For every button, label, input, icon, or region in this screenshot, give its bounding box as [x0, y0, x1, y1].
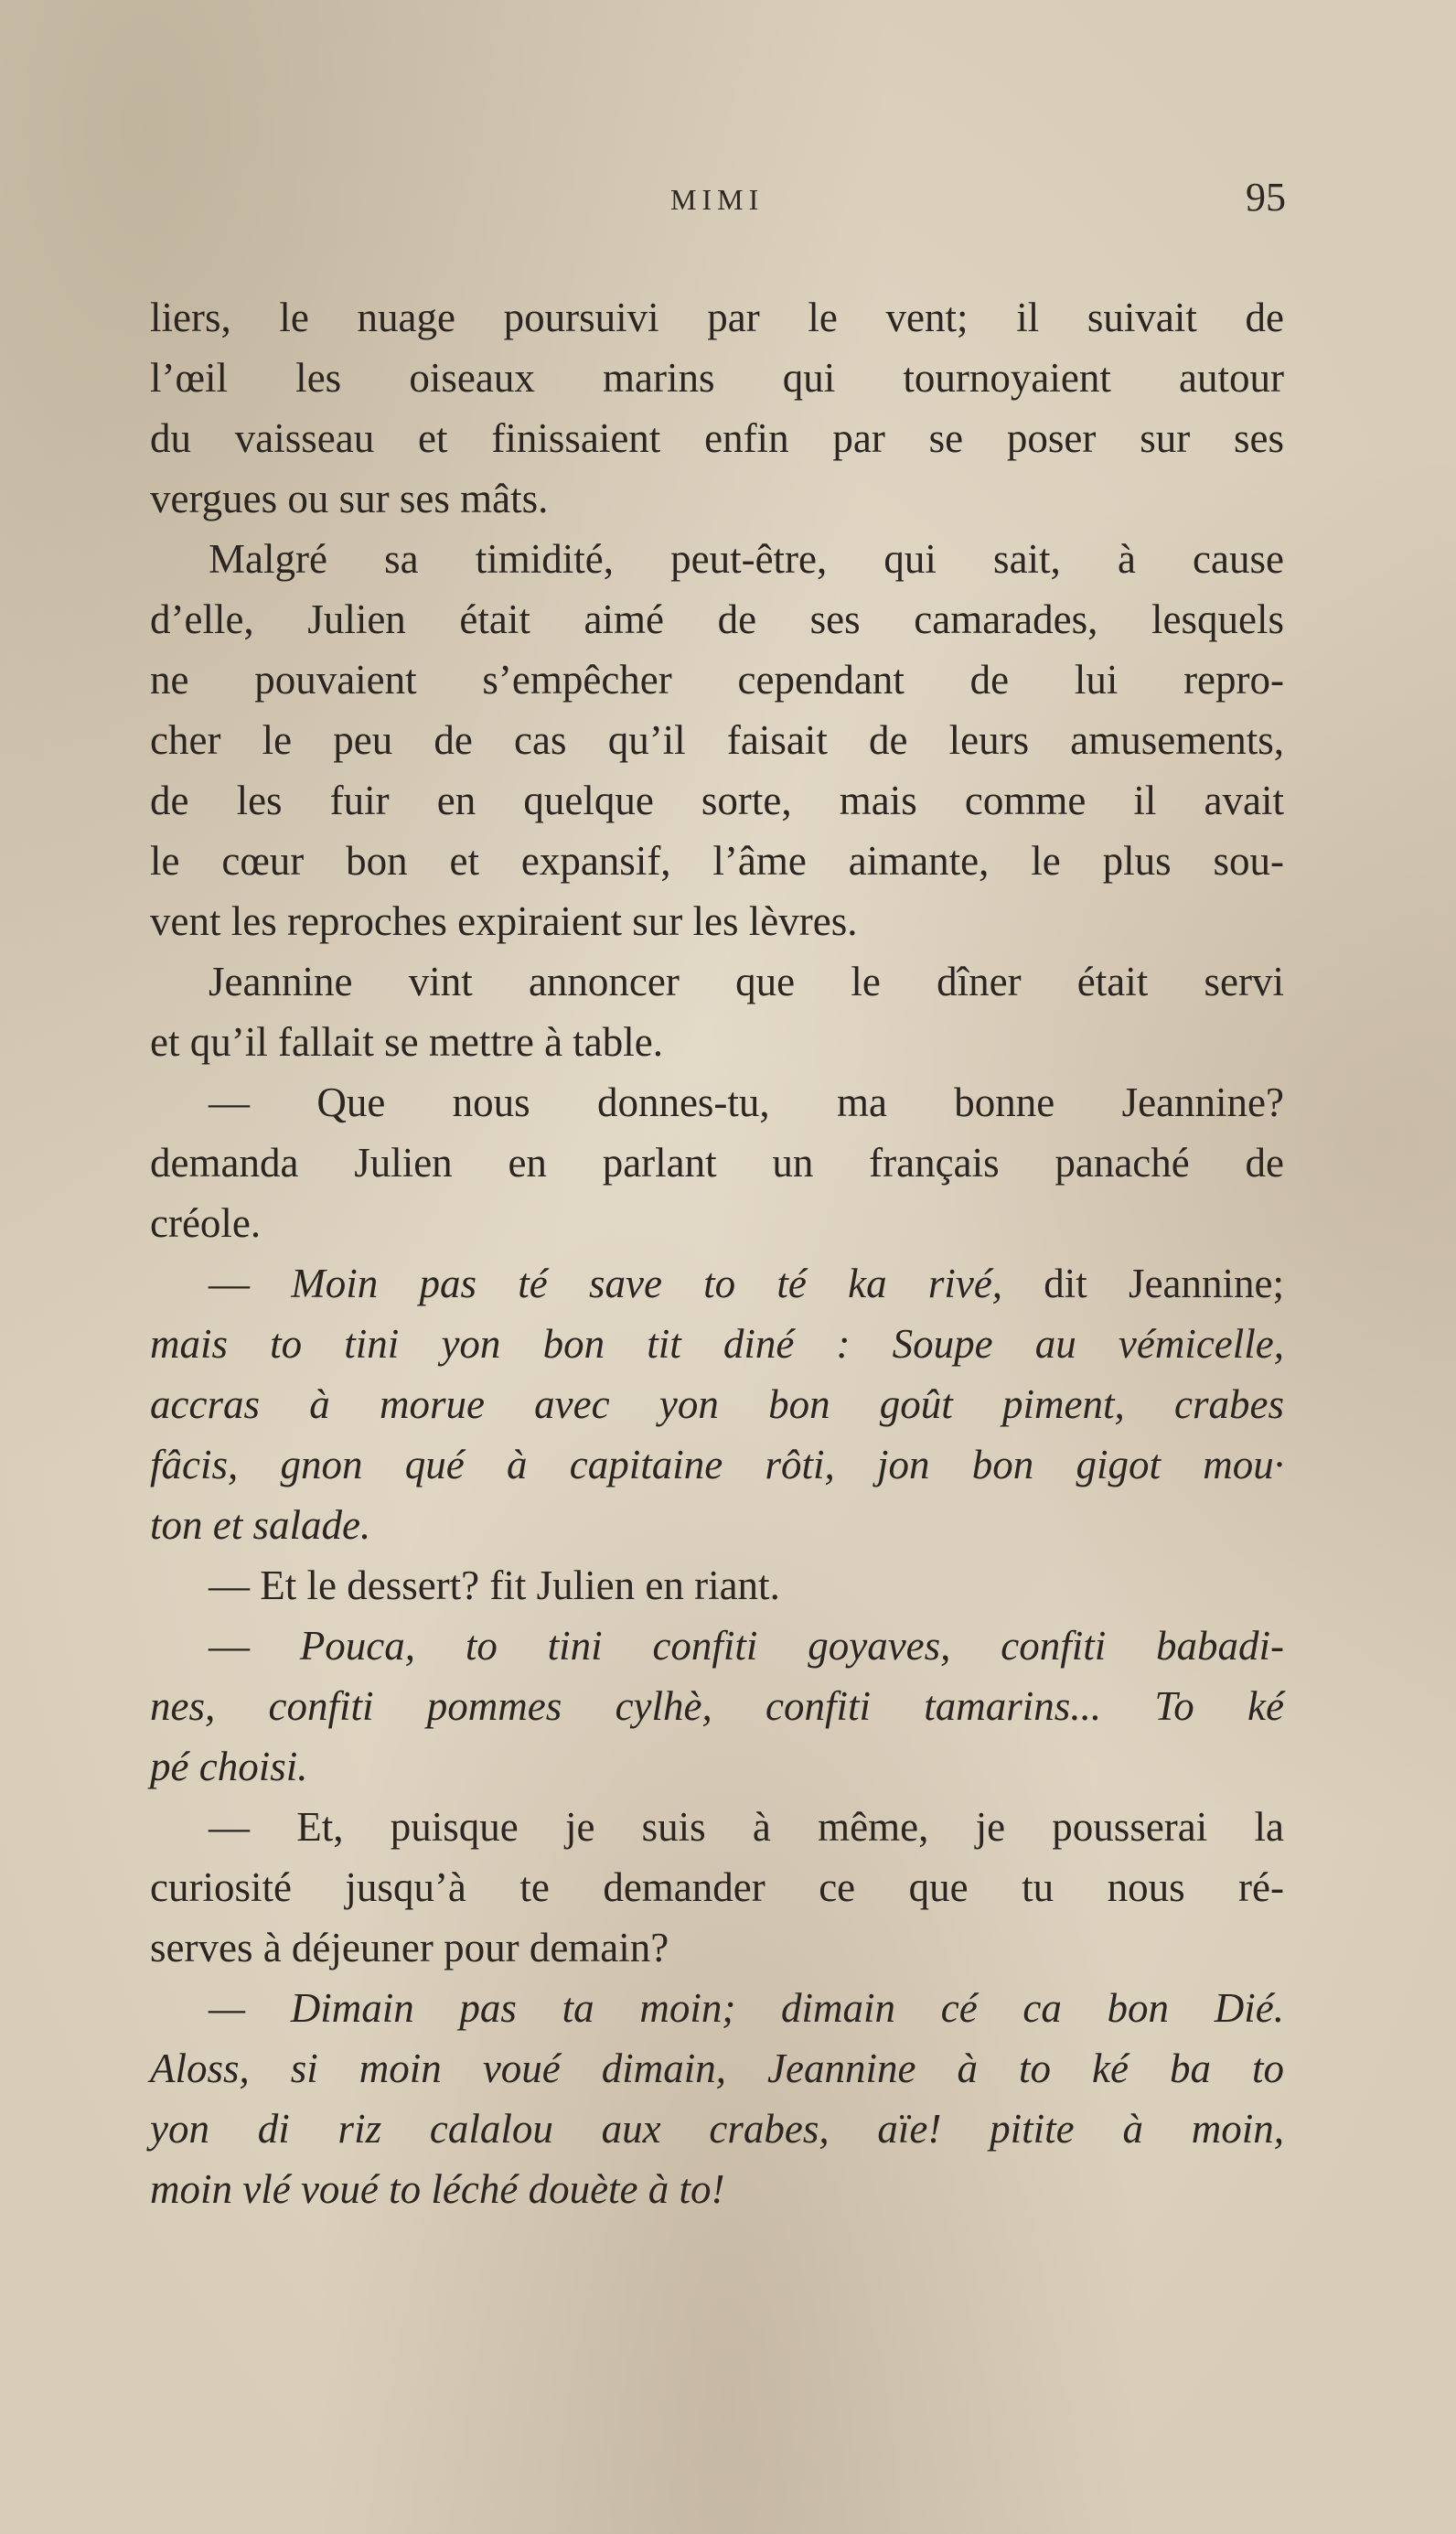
text-line: — Et le dessert? fit Julien en riant. [209, 1562, 780, 1608]
dialogue-dash: — [209, 1261, 292, 1306]
text-line: du vaisseau et finissaient enfin par se poser sur ses [150, 415, 1284, 461]
text-line: de les fuir en quelque sorte, mais comme il avait [150, 778, 1284, 823]
text-line: serves à déjeuner pour demain? [150, 1925, 669, 1970]
text-line: vent les reproches expiraient sur les lèvres. [150, 898, 858, 944]
text-line: et qu’il fallait se mettre à table. [150, 1019, 664, 1065]
text-line: Aloss, si moin voué dimain, Jeannine à to ké ba to [150, 2045, 1284, 2091]
text-line: créole. [150, 1200, 262, 1246]
text-line: moin vlé voué to léché douète à to! [150, 2166, 725, 2212]
dialogue-dash: — [209, 1623, 300, 1669]
body-text [150, 287, 1284, 2219]
text-line: ton et salade. [150, 1502, 371, 1548]
page-header [0, 174, 1456, 229]
text-line: — Et, puisque je suis à même, je pousserai la [209, 1804, 1284, 1850]
text-line: accras à morue avec yon bon goût piment, crabes [150, 1381, 1284, 1427]
text-line: l’œil les oiseaux marins qui tournoyaient autour [150, 355, 1284, 401]
speech-tag: dit Jeannine; [1002, 1261, 1284, 1306]
text-line: liers, le nuage poursuivi par le vent; il suivait de [150, 295, 1284, 340]
text-line [150, 1253, 1284, 1314]
text-line: — Dimain pas ta moin; dimain cé ca bon Dié. [209, 1985, 1284, 2031]
creole-speech: Moin pas té save to té ka rivé, [291, 1261, 1003, 1306]
creole-speech: Pouca, to tini confiti goyaves, confiti babadi- [299, 1623, 1285, 1669]
text-line: ne pouvaient s’empêcher cependant de lui repro- [150, 657, 1284, 703]
text-line: mais to tini yon bon tit diné : Soupe au vémicelle, [150, 1321, 1284, 1367]
text-line: fâcis, gnon qué à capitaine rôti, jon bon gigot mou· [150, 1442, 1284, 1487]
text-line: — Que nous donnes-tu, ma bonne Jeannine? [209, 1079, 1284, 1125]
text-line: vergues ou sur ses mâts. [150, 476, 549, 521]
text-line: Malgré sa timidité, peut-être, qui sait, à cause [209, 536, 1284, 582]
page-number: 95 [1246, 175, 1286, 220]
text-line: d’elle, Julien était aimé de ses camarades, lesquels [150, 596, 1284, 642]
text-line: nes, confiti pommes cylhè, confiti tamarins... To ké [150, 1683, 1284, 1729]
text-line: pé choisi. [150, 1744, 308, 1789]
text-line [150, 1616, 1284, 1676]
text-line: curiosité jusqu’à te demander ce que tu nous ré- [150, 1864, 1284, 1910]
text-line: demanda Julien en parlant un français panaché de [150, 1140, 1284, 1186]
running-title: MIMI [670, 183, 765, 216]
text-line: Jeannine vint annoncer que le dîner était servi [209, 959, 1284, 1004]
text-line: le cœur bon et expansif, l’âme aimante, le plus sou- [150, 838, 1284, 884]
text-line: yon di riz calalou aux crabes, aïe! pitite à moin, [150, 2106, 1284, 2152]
text-line: cher le peu de cas qu’il faisait de leurs amusements, [150, 717, 1284, 763]
